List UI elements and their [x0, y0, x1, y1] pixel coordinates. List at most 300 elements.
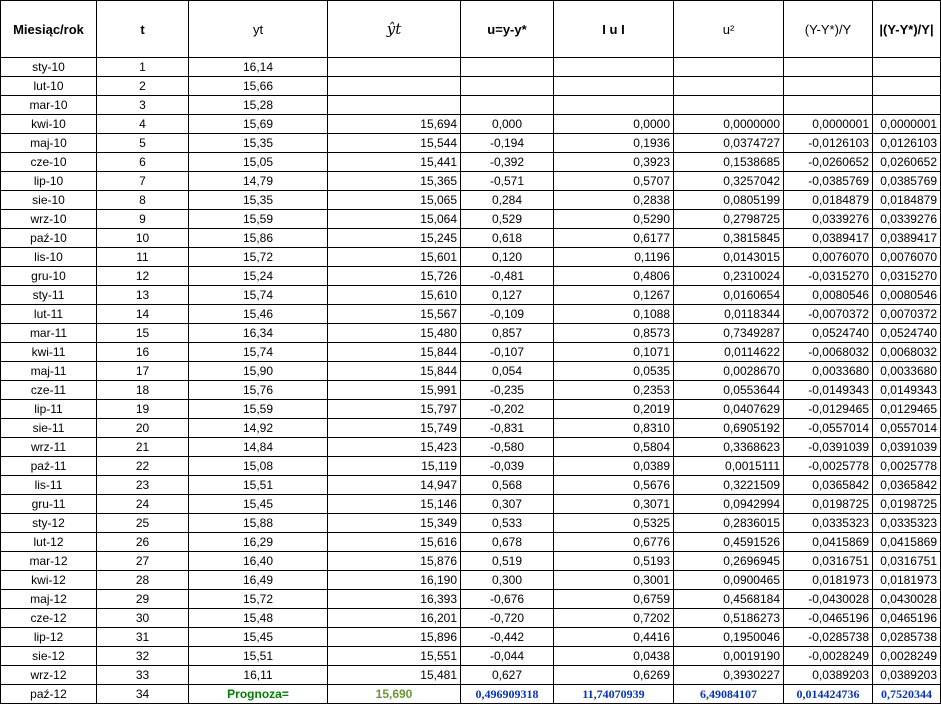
residual-cell[interactable]: 0,300 [461, 571, 554, 590]
residual-cell[interactable]: -0,194 [461, 134, 554, 153]
abs-relative-error-cell[interactable]: 0,0126103 [873, 134, 941, 153]
yt-cell[interactable]: 15,05 [189, 153, 328, 172]
abs-relative-error-cell[interactable]: 0,0465196 [873, 609, 941, 628]
squared-residual-cell[interactable]: 0,3930227 [674, 666, 784, 685]
residual-cell[interactable]: 0,857 [461, 324, 554, 343]
yt-cell[interactable]: 16,11 [189, 666, 328, 685]
t-cell[interactable]: 32 [97, 647, 189, 666]
abs-residual-cell[interactable]: 0,8310 [554, 419, 674, 438]
yt-cell[interactable]: 15,59 [189, 400, 328, 419]
relative-error-cell[interactable]: 0,0524740 [784, 324, 873, 343]
residual-cell[interactable]: -0,235 [461, 381, 554, 400]
abs-residual-cell[interactable]: 0,3071 [554, 495, 674, 514]
residual-cell[interactable]: 0,529 [461, 210, 554, 229]
yt-cell[interactable]: 15,72 [189, 590, 328, 609]
yt-cell[interactable]: 15,59 [189, 210, 328, 229]
t-cell[interactable]: 12 [97, 267, 189, 286]
relative-error-cell[interactable]: 0,0080546 [784, 286, 873, 305]
abs-relative-error-cell[interactable]: 0,0028249 [873, 647, 941, 666]
yt-cell[interactable]: 15,46 [189, 305, 328, 324]
t-cell[interactable]: 6 [97, 153, 189, 172]
forecast-label[interactable]: Prognoza= [189, 685, 328, 704]
squared-residual-cell[interactable]: 0,4591526 [674, 533, 784, 552]
relative-error-cell[interactable]: 0,0000001 [784, 115, 873, 134]
residual-cell[interactable]: 0,568 [461, 476, 554, 495]
relative-error-cell[interactable]: -0,0557014 [784, 419, 873, 438]
residual-cell[interactable] [461, 58, 554, 77]
sum-abs-relative-error[interactable]: 0,7520344 [873, 685, 941, 704]
residual-cell[interactable]: -0,481 [461, 267, 554, 286]
yhat-cell[interactable]: 15,694 [328, 115, 461, 134]
yhat-cell[interactable]: 15,065 [328, 191, 461, 210]
squared-residual-cell[interactable]: 0,3815845 [674, 229, 784, 248]
abs-residual-cell[interactable]: 0,1088 [554, 305, 674, 324]
yhat-cell[interactable]: 16,201 [328, 609, 461, 628]
abs-residual-cell[interactable]: 0,3923 [554, 153, 674, 172]
relative-error-cell[interactable]: -0,0068032 [784, 343, 873, 362]
yt-cell[interactable]: 14,84 [189, 438, 328, 457]
residual-cell[interactable]: -0,831 [461, 419, 554, 438]
t-cell[interactable]: 9 [97, 210, 189, 229]
abs-residual-cell[interactable]: 0,6177 [554, 229, 674, 248]
residual-cell[interactable]: 0,000 [461, 115, 554, 134]
yt-cell[interactable]: 15,24 [189, 267, 328, 286]
abs-residual-cell[interactable]: 0,1071 [554, 343, 674, 362]
t-cell[interactable]: 25 [97, 514, 189, 533]
relative-error-cell[interactable]: 0,0389203 [784, 666, 873, 685]
abs-residual-cell[interactable] [554, 77, 674, 96]
abs-relative-error-cell[interactable]: 0,0315270 [873, 267, 941, 286]
t-cell[interactable]: 2 [97, 77, 189, 96]
month-cell[interactable]: lis-10 [1, 248, 97, 267]
header-relative-error[interactable]: (Y-Y*)/Y [784, 1, 873, 58]
yt-cell[interactable]: 15,86 [189, 229, 328, 248]
yhat-cell[interactable]: 14,947 [328, 476, 461, 495]
relative-error-cell[interactable]: -0,0126103 [784, 134, 873, 153]
squared-residual-cell[interactable]: 0,0374727 [674, 134, 784, 153]
month-cell[interactable]: sty-11 [1, 286, 97, 305]
yt-cell[interactable]: 14,92 [189, 419, 328, 438]
squared-residual-cell[interactable]: 0,0019190 [674, 647, 784, 666]
abs-relative-error-cell[interactable] [873, 96, 941, 115]
abs-relative-error-cell[interactable]: 0,0198725 [873, 495, 941, 514]
abs-relative-error-cell[interactable]: 0,0557014 [873, 419, 941, 438]
month-cell[interactable]: sty-12 [1, 514, 97, 533]
sum-squared-residual[interactable]: 6,49084107 [674, 685, 784, 704]
month-cell[interactable]: lut-12 [1, 533, 97, 552]
yhat-cell[interactable] [328, 96, 461, 115]
month-cell[interactable]: sie-12 [1, 647, 97, 666]
residual-cell[interactable]: -0,044 [461, 647, 554, 666]
residual-cell[interactable]: -0,676 [461, 590, 554, 609]
abs-residual-cell[interactable]: 0,6759 [554, 590, 674, 609]
abs-relative-error-cell[interactable]: 0,0391039 [873, 438, 941, 457]
relative-error-cell[interactable]: -0,0025778 [784, 457, 873, 476]
abs-residual-cell[interactable]: 0,1267 [554, 286, 674, 305]
header-residual[interactable]: u=y-y* [461, 1, 554, 58]
relative-error-cell[interactable]: 0,0198725 [784, 495, 873, 514]
month-cell[interactable]: lis-11 [1, 476, 97, 495]
sum-abs-residual[interactable]: 11,74070939 [554, 685, 674, 704]
yt-cell[interactable]: 15,90 [189, 362, 328, 381]
abs-relative-error-cell[interactable]: 0,0430028 [873, 590, 941, 609]
yhat-cell[interactable]: 15,601 [328, 248, 461, 267]
abs-relative-error-cell[interactable] [873, 58, 941, 77]
month-cell[interactable]: cze-10 [1, 153, 97, 172]
squared-residual-cell[interactable]: 0,0900465 [674, 571, 784, 590]
squared-residual-cell[interactable]: 0,0942994 [674, 495, 784, 514]
abs-relative-error-cell[interactable]: 0,0524740 [873, 324, 941, 343]
month-cell[interactable]: sie-11 [1, 419, 97, 438]
abs-residual-cell[interactable] [554, 58, 674, 77]
month-cell[interactable]: cze-12 [1, 609, 97, 628]
yhat-cell[interactable]: 15,610 [328, 286, 461, 305]
abs-residual-cell[interactable] [554, 96, 674, 115]
abs-relative-error-cell[interactable]: 0,0385769 [873, 172, 941, 191]
yhat-cell[interactable]: 15,245 [328, 229, 461, 248]
yt-cell[interactable]: 15,66 [189, 77, 328, 96]
residual-cell[interactable]: 0,054 [461, 362, 554, 381]
month-cell[interactable]: kwi-10 [1, 115, 97, 134]
yhat-cell[interactable]: 15,896 [328, 628, 461, 647]
yhat-cell[interactable]: 15,551 [328, 647, 461, 666]
month-cell[interactable]: kwi-11 [1, 343, 97, 362]
relative-error-cell[interactable]: -0,0260652 [784, 153, 873, 172]
t-cell[interactable]: 4 [97, 115, 189, 134]
yhat-cell[interactable]: 16,393 [328, 590, 461, 609]
residual-cell[interactable]: 0,618 [461, 229, 554, 248]
abs-relative-error-cell[interactable]: 0,0129465 [873, 400, 941, 419]
abs-residual-cell[interactable]: 0,5193 [554, 552, 674, 571]
squared-residual-cell[interactable]: 0,0114622 [674, 343, 784, 362]
abs-relative-error-cell[interactable]: 0,0365842 [873, 476, 941, 495]
abs-residual-cell[interactable]: 0,2353 [554, 381, 674, 400]
relative-error-cell[interactable]: 0,0389417 [784, 229, 873, 248]
t-cell[interactable]: 23 [97, 476, 189, 495]
abs-relative-error-cell[interactable]: 0,0000001 [873, 115, 941, 134]
yt-cell[interactable]: 15,45 [189, 628, 328, 647]
relative-error-cell[interactable]: -0,0129465 [784, 400, 873, 419]
yhat-cell[interactable]: 15,844 [328, 362, 461, 381]
t-cell[interactable]: 5 [97, 134, 189, 153]
t-cell[interactable]: 13 [97, 286, 189, 305]
residual-cell[interactable]: -0,109 [461, 305, 554, 324]
relative-error-cell[interactable]: -0,0465196 [784, 609, 873, 628]
abs-residual-cell[interactable]: 0,0535 [554, 362, 674, 381]
abs-residual-cell[interactable]: 0,7202 [554, 609, 674, 628]
month-cell[interactable]: lut-11 [1, 305, 97, 324]
yhat-cell[interactable]: 15,441 [328, 153, 461, 172]
abs-relative-error-cell[interactable] [873, 77, 941, 96]
header-squared-residual[interactable]: u² [674, 1, 784, 58]
yt-cell[interactable]: 15,76 [189, 381, 328, 400]
abs-relative-error-cell[interactable]: 0,0181973 [873, 571, 941, 590]
t-cell[interactable]: 19 [97, 400, 189, 419]
yt-cell[interactable]: 15,51 [189, 647, 328, 666]
t-cell[interactable]: 33 [97, 666, 189, 685]
abs-residual-cell[interactable]: 0,6776 [554, 533, 674, 552]
relative-error-cell[interactable]: -0,0315270 [784, 267, 873, 286]
relative-error-cell[interactable]: -0,0149343 [784, 381, 873, 400]
residual-cell[interactable]: 0,127 [461, 286, 554, 305]
sum-relative-error[interactable]: 0,014424736 [784, 685, 873, 704]
residual-cell[interactable]: 0,627 [461, 666, 554, 685]
residual-cell[interactable]: -0,571 [461, 172, 554, 191]
t-cell[interactable]: 26 [97, 533, 189, 552]
month-cell[interactable]: paź-10 [1, 229, 97, 248]
relative-error-cell[interactable]: 0,0076070 [784, 248, 873, 267]
yt-cell[interactable]: 15,74 [189, 286, 328, 305]
yt-cell[interactable]: 15,48 [189, 609, 328, 628]
t-cell[interactable]: 29 [97, 590, 189, 609]
abs-residual-cell[interactable]: 0,5707 [554, 172, 674, 191]
t-cell[interactable]: 22 [97, 457, 189, 476]
abs-relative-error-cell[interactable]: 0,0033680 [873, 362, 941, 381]
t-cell[interactable]: 21 [97, 438, 189, 457]
t-cell[interactable]: 17 [97, 362, 189, 381]
yhat-cell[interactable]: 15,544 [328, 134, 461, 153]
squared-residual-cell[interactable]: 0,0028670 [674, 362, 784, 381]
relative-error-cell[interactable]: -0,0385769 [784, 172, 873, 191]
abs-residual-cell[interactable]: 0,4416 [554, 628, 674, 647]
month-cell[interactable]: sty-10 [1, 58, 97, 77]
header-abs-residual[interactable]: I u I [554, 1, 674, 58]
month-cell[interactable]: lip-11 [1, 400, 97, 419]
residual-cell[interactable]: -0,107 [461, 343, 554, 362]
abs-relative-error-cell[interactable]: 0,0335323 [873, 514, 941, 533]
squared-residual-cell[interactable]: 0,0118344 [674, 305, 784, 324]
residual-cell[interactable] [461, 96, 554, 115]
abs-relative-error-cell[interactable]: 0,0415869 [873, 533, 941, 552]
forecast-t[interactable]: 34 [97, 685, 189, 704]
squared-residual-cell[interactable] [674, 96, 784, 115]
yhat-cell[interactable]: 15,349 [328, 514, 461, 533]
residual-cell[interactable]: 0,519 [461, 552, 554, 571]
yhat-cell[interactable]: 15,616 [328, 533, 461, 552]
abs-residual-cell[interactable]: 0,1196 [554, 248, 674, 267]
month-cell[interactable]: mar-12 [1, 552, 97, 571]
squared-residual-cell[interactable] [674, 77, 784, 96]
yhat-cell[interactable]: 15,726 [328, 267, 461, 286]
squared-residual-cell[interactable]: 0,1538685 [674, 153, 784, 172]
forecast-month[interactable]: paź-12 [1, 685, 97, 704]
yt-cell[interactable]: 15,35 [189, 134, 328, 153]
squared-residual-cell[interactable]: 0,7349287 [674, 324, 784, 343]
relative-error-cell[interactable]: -0,0391039 [784, 438, 873, 457]
relative-error-cell[interactable]: 0,0335323 [784, 514, 873, 533]
yhat-cell[interactable]: 15,797 [328, 400, 461, 419]
t-cell[interactable]: 14 [97, 305, 189, 324]
t-cell[interactable]: 20 [97, 419, 189, 438]
residual-cell[interactable]: 0,120 [461, 248, 554, 267]
month-cell[interactable]: lip-12 [1, 628, 97, 647]
header-yhat[interactable]: ŷt [328, 1, 461, 58]
abs-relative-error-cell[interactable]: 0,0025778 [873, 457, 941, 476]
squared-residual-cell[interactable]: 0,3368623 [674, 438, 784, 457]
abs-residual-cell[interactable]: 0,6269 [554, 666, 674, 685]
abs-relative-error-cell[interactable]: 0,0070372 [873, 305, 941, 324]
yhat-cell[interactable]: 15,480 [328, 324, 461, 343]
residual-cell[interactable]: -0,039 [461, 457, 554, 476]
abs-relative-error-cell[interactable]: 0,0149343 [873, 381, 941, 400]
yhat-cell[interactable]: 15,423 [328, 438, 461, 457]
yhat-cell[interactable]: 15,749 [328, 419, 461, 438]
abs-residual-cell[interactable]: 0,2019 [554, 400, 674, 419]
yt-cell[interactable]: 15,45 [189, 495, 328, 514]
relative-error-cell[interactable]: -0,0285738 [784, 628, 873, 647]
header-abs-relative-error[interactable]: |(Y-Y*)/Y| [873, 1, 941, 58]
yt-cell[interactable]: 15,51 [189, 476, 328, 495]
month-cell[interactable]: maj-10 [1, 134, 97, 153]
month-cell[interactable]: wrz-11 [1, 438, 97, 457]
yt-cell[interactable]: 16,34 [189, 324, 328, 343]
t-cell[interactable]: 27 [97, 552, 189, 571]
yhat-cell[interactable]: 15,064 [328, 210, 461, 229]
sum-residual[interactable]: 0,496909318 [461, 685, 554, 704]
month-cell[interactable]: wrz-12 [1, 666, 97, 685]
residual-cell[interactable]: 0,533 [461, 514, 554, 533]
header-t[interactable]: t [97, 1, 189, 58]
month-cell[interactable]: maj-12 [1, 590, 97, 609]
t-cell[interactable]: 15 [97, 324, 189, 343]
yt-cell[interactable]: 15,69 [189, 115, 328, 134]
yhat-cell[interactable]: 15,365 [328, 172, 461, 191]
t-cell[interactable]: 24 [97, 495, 189, 514]
abs-residual-cell[interactable]: 0,0000 [554, 115, 674, 134]
relative-error-cell[interactable] [784, 96, 873, 115]
month-cell[interactable]: wrz-10 [1, 210, 97, 229]
abs-relative-error-cell[interactable]: 0,0068032 [873, 343, 941, 362]
relative-error-cell[interactable]: -0,0430028 [784, 590, 873, 609]
squared-residual-cell[interactable]: 0,2696945 [674, 552, 784, 571]
yt-cell[interactable]: 15,08 [189, 457, 328, 476]
abs-residual-cell[interactable]: 0,4806 [554, 267, 674, 286]
residual-cell[interactable]: 0,307 [461, 495, 554, 514]
residual-cell[interactable]: -0,202 [461, 400, 554, 419]
squared-residual-cell[interactable] [674, 58, 784, 77]
relative-error-cell[interactable]: 0,0181973 [784, 571, 873, 590]
yt-cell[interactable]: 15,72 [189, 248, 328, 267]
abs-residual-cell[interactable]: 0,5290 [554, 210, 674, 229]
relative-error-cell[interactable] [784, 58, 873, 77]
abs-relative-error-cell[interactable]: 0,0316751 [873, 552, 941, 571]
yhat-cell[interactable]: 15,876 [328, 552, 461, 571]
abs-residual-cell[interactable]: 0,5804 [554, 438, 674, 457]
relative-error-cell[interactable] [784, 77, 873, 96]
t-cell[interactable]: 28 [97, 571, 189, 590]
squared-residual-cell[interactable]: 0,0553644 [674, 381, 784, 400]
abs-relative-error-cell[interactable]: 0,0389203 [873, 666, 941, 685]
relative-error-cell[interactable]: 0,0316751 [784, 552, 873, 571]
squared-residual-cell[interactable]: 0,5186273 [674, 609, 784, 628]
relative-error-cell[interactable]: 0,0365842 [784, 476, 873, 495]
relative-error-cell[interactable]: -0,0070372 [784, 305, 873, 324]
month-cell[interactable]: maj-11 [1, 362, 97, 381]
month-cell[interactable]: mar-10 [1, 96, 97, 115]
abs-relative-error-cell[interactable]: 0,0285738 [873, 628, 941, 647]
residual-cell[interactable]: 0,678 [461, 533, 554, 552]
month-cell[interactable]: lut-10 [1, 77, 97, 96]
yt-cell[interactable]: 16,14 [189, 58, 328, 77]
t-cell[interactable]: 8 [97, 191, 189, 210]
abs-relative-error-cell[interactable]: 0,0184879 [873, 191, 941, 210]
abs-relative-error-cell[interactable]: 0,0076070 [873, 248, 941, 267]
squared-residual-cell[interactable]: 0,0000000 [674, 115, 784, 134]
yhat-cell[interactable]: 15,991 [328, 381, 461, 400]
residual-cell[interactable]: -0,720 [461, 609, 554, 628]
abs-residual-cell[interactable]: 0,5676 [554, 476, 674, 495]
t-cell[interactable]: 11 [97, 248, 189, 267]
month-cell[interactable]: sie-10 [1, 191, 97, 210]
month-cell[interactable]: cze-11 [1, 381, 97, 400]
relative-error-cell[interactable]: 0,0339276 [784, 210, 873, 229]
abs-relative-error-cell[interactable]: 0,0389417 [873, 229, 941, 248]
yt-cell[interactable]: 15,28 [189, 96, 328, 115]
t-cell[interactable]: 30 [97, 609, 189, 628]
forecast-value[interactable]: 15,690 [328, 685, 461, 704]
relative-error-cell[interactable]: 0,0033680 [784, 362, 873, 381]
squared-residual-cell[interactable]: 0,0160654 [674, 286, 784, 305]
yhat-cell[interactable]: 16,190 [328, 571, 461, 590]
yhat-cell[interactable]: 15,146 [328, 495, 461, 514]
t-cell[interactable]: 3 [97, 96, 189, 115]
squared-residual-cell[interactable]: 0,0805199 [674, 191, 784, 210]
squared-residual-cell[interactable]: 0,0407629 [674, 400, 784, 419]
t-cell[interactable]: 7 [97, 172, 189, 191]
t-cell[interactable]: 1 [97, 58, 189, 77]
squared-residual-cell[interactable]: 0,1950046 [674, 628, 784, 647]
residual-cell[interactable]: -0,442 [461, 628, 554, 647]
t-cell[interactable]: 16 [97, 343, 189, 362]
residual-cell[interactable] [461, 77, 554, 96]
abs-relative-error-cell[interactable]: 0,0080546 [873, 286, 941, 305]
yhat-cell[interactable] [328, 77, 461, 96]
month-cell[interactable]: lip-10 [1, 172, 97, 191]
squared-residual-cell[interactable]: 0,2310024 [674, 267, 784, 286]
yt-cell[interactable]: 14,79 [189, 172, 328, 191]
t-cell[interactable]: 18 [97, 381, 189, 400]
yhat-cell[interactable] [328, 58, 461, 77]
header-month[interactable]: Miesiąc/rok [1, 1, 97, 58]
yt-cell[interactable]: 16,40 [189, 552, 328, 571]
month-cell[interactable]: gru-10 [1, 267, 97, 286]
month-cell[interactable]: kwi-12 [1, 571, 97, 590]
yt-cell[interactable]: 16,29 [189, 533, 328, 552]
residual-cell[interactable]: -0,392 [461, 153, 554, 172]
yt-cell[interactable]: 15,74 [189, 343, 328, 362]
yhat-cell[interactable]: 15,119 [328, 457, 461, 476]
relative-error-cell[interactable]: -0,0028249 [784, 647, 873, 666]
squared-residual-cell[interactable]: 0,6905192 [674, 419, 784, 438]
month-cell[interactable]: gru-11 [1, 495, 97, 514]
squared-residual-cell[interactable]: 0,4568184 [674, 590, 784, 609]
yhat-cell[interactable]: 15,567 [328, 305, 461, 324]
abs-residual-cell[interactable]: 0,2838 [554, 191, 674, 210]
squared-residual-cell[interactable]: 0,0015111 [674, 457, 784, 476]
abs-residual-cell[interactable]: 0,0438 [554, 647, 674, 666]
abs-residual-cell[interactable]: 0,8573 [554, 324, 674, 343]
month-cell[interactable]: mar-11 [1, 324, 97, 343]
squared-residual-cell[interactable]: 0,3221509 [674, 476, 784, 495]
yhat-cell[interactable]: 15,481 [328, 666, 461, 685]
squared-residual-cell[interactable]: 0,2836015 [674, 514, 784, 533]
yt-cell[interactable]: 15,88 [189, 514, 328, 533]
relative-error-cell[interactable]: 0,0184879 [784, 191, 873, 210]
squared-residual-cell[interactable]: 0,0143015 [674, 248, 784, 267]
yhat-cell[interactable]: 15,844 [328, 343, 461, 362]
header-yt[interactable]: yt [189, 1, 328, 58]
yt-cell[interactable]: 15,35 [189, 191, 328, 210]
